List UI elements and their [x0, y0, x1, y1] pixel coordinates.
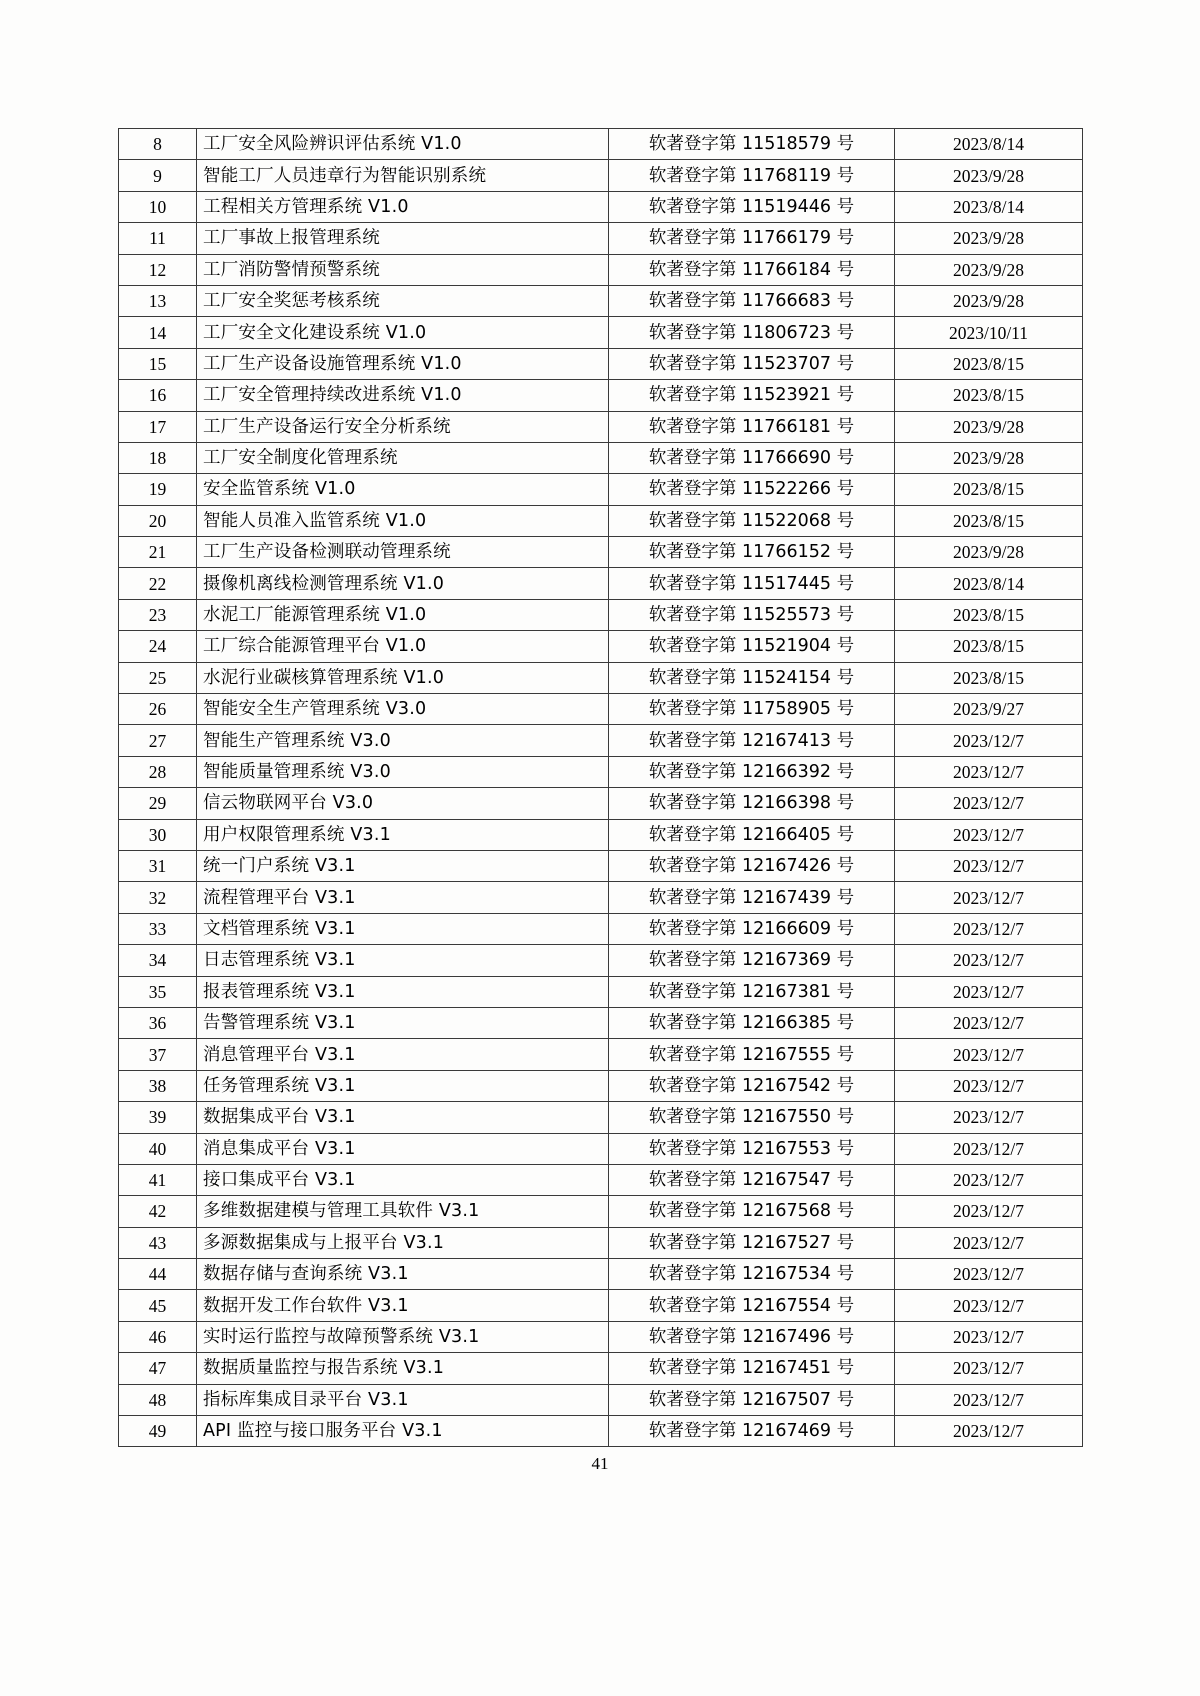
table-cell-date: 2023/9/28 — [895, 411, 1083, 442]
table-cell-reg: 软著登字第 12167555 号 — [609, 1039, 895, 1070]
table-cell-reg: 软著登字第 11524154 号 — [609, 662, 895, 693]
table-cell-name: 智能工厂人员违章行为智能识别系统 — [197, 160, 609, 191]
table-cell-reg: 软著登字第 11518579 号 — [609, 129, 895, 160]
table-cell-name: 文档管理系统 V3.1 — [197, 913, 609, 944]
table-cell-date: 2023/12/7 — [895, 1196, 1083, 1227]
table-cell-reg: 软著登字第 11766690 号 — [609, 442, 895, 473]
table-row — [119, 1353, 1083, 1384]
table-cell-name: 数据质量监控与报告系统 V3.1 — [197, 1353, 609, 1384]
table-cell-reg: 软著登字第 12167547 号 — [609, 1164, 895, 1195]
table-cell-date: 2023/12/7 — [895, 850, 1083, 881]
table-cell-date: 2023/10/11 — [895, 317, 1083, 348]
table-row — [119, 1164, 1083, 1195]
table-cell-reg: 软著登字第 12166609 号 — [609, 913, 895, 944]
table-row — [119, 1196, 1083, 1227]
table-cell-date: 2023/8/15 — [895, 662, 1083, 693]
table-row — [119, 1133, 1083, 1164]
table-cell-date: 2023/8/15 — [895, 599, 1083, 630]
table-cell-date: 2023/12/7 — [895, 1353, 1083, 1384]
table-cell-reg: 软著登字第 12166405 号 — [609, 819, 895, 850]
table-cell-date: 2023/12/7 — [895, 1290, 1083, 1321]
table-cell-name: 用户权限管理系统 V3.1 — [197, 819, 609, 850]
table-cell-reg: 软著登字第 11766683 号 — [609, 285, 895, 316]
table-cell-name: 任务管理系统 V3.1 — [197, 1070, 609, 1101]
table-cell-reg: 软著登字第 11522266 号 — [609, 474, 895, 505]
table-cell-idx: 25 — [119, 662, 197, 693]
table-cell-name: 接口集成平台 V3.1 — [197, 1164, 609, 1195]
table-row — [119, 505, 1083, 536]
table-cell-reg: 软著登字第 12167369 号 — [609, 945, 895, 976]
table-cell-idx: 40 — [119, 1133, 197, 1164]
table-row — [119, 411, 1083, 442]
table-cell-reg: 软著登字第 11766184 号 — [609, 254, 895, 285]
table-cell-name: 智能质量管理系统 V3.0 — [197, 756, 609, 787]
table-cell-date: 2023/8/15 — [895, 631, 1083, 662]
table-cell-name: 工厂综合能源管理平台 V1.0 — [197, 631, 609, 662]
table-row — [119, 129, 1083, 160]
table-cell-idx: 32 — [119, 882, 197, 913]
table-cell-date: 2023/12/7 — [895, 1416, 1083, 1447]
table-cell-idx: 27 — [119, 725, 197, 756]
table-cell-reg: 软著登字第 11517445 号 — [609, 568, 895, 599]
table-cell-name: 多源数据集成与上报平台 V3.1 — [197, 1227, 609, 1258]
table-cell-idx: 14 — [119, 317, 197, 348]
table-cell-name: 多维数据建模与管理工具软件 V3.1 — [197, 1196, 609, 1227]
table-row — [119, 474, 1083, 505]
table-cell-idx: 48 — [119, 1384, 197, 1415]
table-cell-name: 工厂安全制度化管理系统 — [197, 442, 609, 473]
table-cell-name: 工厂生产设备运行安全分析系统 — [197, 411, 609, 442]
table-cell-reg: 软著登字第 11522068 号 — [609, 505, 895, 536]
table-cell-reg: 软著登字第 12167542 号 — [609, 1070, 895, 1101]
table-cell-name: 报表管理系统 V3.1 — [197, 976, 609, 1007]
table-cell-reg: 软著登字第 11758905 号 — [609, 694, 895, 725]
table-cell-date: 2023/8/15 — [895, 474, 1083, 505]
table-cell-name: 数据集成平台 V3.1 — [197, 1102, 609, 1133]
table-cell-reg: 软著登字第 12167568 号 — [609, 1196, 895, 1227]
table-cell-idx: 13 — [119, 285, 197, 316]
table-row — [119, 1007, 1083, 1038]
table-cell-date: 2023/9/27 — [895, 694, 1083, 725]
table-cell-reg: 软著登字第 11766179 号 — [609, 223, 895, 254]
table-row — [119, 380, 1083, 411]
table-cell-reg: 软著登字第 12167496 号 — [609, 1321, 895, 1352]
table-cell-reg: 软著登字第 12167507 号 — [609, 1384, 895, 1415]
table-cell-name: 智能安全生产管理系统 V3.0 — [197, 694, 609, 725]
table-cell-date: 2023/12/7 — [895, 1102, 1083, 1133]
table-cell-idx: 33 — [119, 913, 197, 944]
table-cell-name: 消息管理平台 V3.1 — [197, 1039, 609, 1070]
table-cell-name: 工厂事故上报管理系统 — [197, 223, 609, 254]
table-cell-name: 工厂安全管理持续改进系统 V1.0 — [197, 380, 609, 411]
table-cell-idx: 47 — [119, 1353, 197, 1384]
table-row — [119, 1290, 1083, 1321]
table-cell-reg: 软著登字第 11521904 号 — [609, 631, 895, 662]
table-cell-name: 流程管理平台 V3.1 — [197, 882, 609, 913]
table-cell-reg: 软著登字第 12166398 号 — [609, 788, 895, 819]
table-cell-name: 统一门户系统 V3.1 — [197, 850, 609, 881]
table-cell-idx: 44 — [119, 1259, 197, 1290]
table-cell-date: 2023/12/7 — [895, 1070, 1083, 1101]
table-cell-idx: 10 — [119, 191, 197, 222]
table-cell-idx: 38 — [119, 1070, 197, 1101]
table-cell-reg: 软著登字第 12167553 号 — [609, 1133, 895, 1164]
table-cell-date: 2023/12/7 — [895, 1227, 1083, 1258]
table-row — [119, 1070, 1083, 1101]
table-cell-idx: 37 — [119, 1039, 197, 1070]
table-cell-idx: 41 — [119, 1164, 197, 1195]
table-cell-reg: 软著登字第 12167439 号 — [609, 882, 895, 913]
table-cell-idx: 43 — [119, 1227, 197, 1258]
table-cell-idx: 29 — [119, 788, 197, 819]
table-row — [119, 945, 1083, 976]
table-row — [119, 599, 1083, 630]
table-row — [119, 882, 1083, 913]
table-cell-reg: 软著登字第 12166385 号 — [609, 1007, 895, 1038]
table-cell-idx: 35 — [119, 976, 197, 1007]
table-cell-date: 2023/9/28 — [895, 160, 1083, 191]
table-cell-name: 智能生产管理系统 V3.0 — [197, 725, 609, 756]
table-row — [119, 1259, 1083, 1290]
table-cell-date: 2023/8/15 — [895, 348, 1083, 379]
table-cell-reg: 软著登字第 11519446 号 — [609, 191, 895, 222]
table-cell-reg: 软著登字第 11806723 号 — [609, 317, 895, 348]
table-cell-reg: 软著登字第 11523707 号 — [609, 348, 895, 379]
software-copyright-table — [118, 128, 1083, 1447]
table-cell-name: 安全监管系统 V1.0 — [197, 474, 609, 505]
table-cell-reg: 软著登字第 11525573 号 — [609, 599, 895, 630]
table-row — [119, 160, 1083, 191]
table-cell-name: API 监控与接口服务平台 V3.1 — [197, 1416, 609, 1447]
table-row — [119, 317, 1083, 348]
table-cell-reg: 软著登字第 12166392 号 — [609, 756, 895, 787]
table-row — [119, 348, 1083, 379]
table-cell-name: 工厂生产设备检测联动管理系统 — [197, 537, 609, 568]
table-row — [119, 694, 1083, 725]
table-cell-reg: 软著登字第 12167534 号 — [609, 1259, 895, 1290]
table-row — [119, 631, 1083, 662]
table-row — [119, 537, 1083, 568]
table-cell-name: 数据开发工作台软件 V3.1 — [197, 1290, 609, 1321]
table-row — [119, 1321, 1083, 1352]
table-cell-date: 2023/12/7 — [895, 1133, 1083, 1164]
table-cell-date: 2023/12/7 — [895, 1321, 1083, 1352]
page-number: 41 — [591, 1454, 609, 1473]
table-cell-idx: 46 — [119, 1321, 197, 1352]
table-cell-idx: 19 — [119, 474, 197, 505]
table-cell-name: 信云物联网平台 V3.0 — [197, 788, 609, 819]
table-cell-date: 2023/12/7 — [895, 945, 1083, 976]
table-cell-idx: 31 — [119, 850, 197, 881]
table-row — [119, 1102, 1083, 1133]
table-cell-idx: 45 — [119, 1290, 197, 1321]
table-cell-name: 工程相关方管理系统 V1.0 — [197, 191, 609, 222]
table-cell-date: 2023/8/15 — [895, 505, 1083, 536]
table-cell-name: 工厂安全奖惩考核系统 — [197, 285, 609, 316]
table-cell-idx: 21 — [119, 537, 197, 568]
table-cell-idx: 8 — [119, 129, 197, 160]
table-cell-name: 日志管理系统 V3.1 — [197, 945, 609, 976]
table-cell-reg: 软著登字第 12167469 号 — [609, 1416, 895, 1447]
table-cell-idx: 24 — [119, 631, 197, 662]
table-cell-name: 消息集成平台 V3.1 — [197, 1133, 609, 1164]
table-cell-name: 工厂生产设备设施管理系统 V1.0 — [197, 348, 609, 379]
table-cell-date: 2023/12/7 — [895, 1039, 1083, 1070]
table-cell-reg: 软著登字第 11523921 号 — [609, 380, 895, 411]
table-cell-date: 2023/8/14 — [895, 129, 1083, 160]
table-row — [119, 568, 1083, 599]
table-cell-idx: 39 — [119, 1102, 197, 1133]
table-row — [119, 850, 1083, 881]
table-cell-date: 2023/12/7 — [895, 788, 1083, 819]
table-cell-date: 2023/12/7 — [895, 1007, 1083, 1038]
table-row — [119, 223, 1083, 254]
table-row — [119, 1039, 1083, 1070]
table-row — [119, 725, 1083, 756]
table-row — [119, 913, 1083, 944]
table-row — [119, 191, 1083, 222]
table-cell-date: 2023/9/28 — [895, 285, 1083, 316]
table-cell-idx: 26 — [119, 694, 197, 725]
table-cell-idx: 28 — [119, 756, 197, 787]
table-body — [119, 129, 1083, 1447]
table-cell-date: 2023/8/14 — [895, 191, 1083, 222]
table-cell-name: 水泥工厂能源管理系统 V1.0 — [197, 599, 609, 630]
table-cell-date: 2023/9/28 — [895, 254, 1083, 285]
table-cell-reg: 软著登字第 11766152 号 — [609, 537, 895, 568]
table-cell-idx: 9 — [119, 160, 197, 191]
table-cell-idx: 20 — [119, 505, 197, 536]
table-cell-date: 2023/8/14 — [895, 568, 1083, 599]
table-cell-idx: 22 — [119, 568, 197, 599]
table-cell-reg: 软著登字第 12167413 号 — [609, 725, 895, 756]
table-cell-idx: 23 — [119, 599, 197, 630]
table-cell-reg: 软著登字第 11768119 号 — [609, 160, 895, 191]
table-row — [119, 819, 1083, 850]
table-cell-date: 2023/9/28 — [895, 223, 1083, 254]
table-row — [119, 976, 1083, 1007]
table-cell-reg: 软著登字第 12167426 号 — [609, 850, 895, 881]
table-cell-reg: 软著登字第 11766181 号 — [609, 411, 895, 442]
table-cell-idx: 18 — [119, 442, 197, 473]
table-cell-name: 工厂安全文化建设系统 V1.0 — [197, 317, 609, 348]
table-row — [119, 662, 1083, 693]
table-cell-idx: 30 — [119, 819, 197, 850]
table-cell-date: 2023/12/7 — [895, 725, 1083, 756]
table-cell-date: 2023/12/7 — [895, 913, 1083, 944]
table-cell-date: 2023/12/7 — [895, 1164, 1083, 1195]
table-cell-date: 2023/12/7 — [895, 756, 1083, 787]
table-cell-idx: 11 — [119, 223, 197, 254]
table-cell-name: 智能人员准入监管系统 V1.0 — [197, 505, 609, 536]
table-cell-name: 实时运行监控与故障预警系统 V3.1 — [197, 1321, 609, 1352]
table-cell-date: 2023/12/7 — [895, 1259, 1083, 1290]
table-cell-idx: 49 — [119, 1416, 197, 1447]
table-row — [119, 788, 1083, 819]
table-cell-idx: 16 — [119, 380, 197, 411]
table-cell-idx: 12 — [119, 254, 197, 285]
table-cell-idx: 42 — [119, 1196, 197, 1227]
table-row — [119, 442, 1083, 473]
table-row — [119, 756, 1083, 787]
table-cell-idx: 34 — [119, 945, 197, 976]
table-cell-name: 水泥行业碳核算管理系统 V1.0 — [197, 662, 609, 693]
table-cell-reg: 软著登字第 12167451 号 — [609, 1353, 895, 1384]
table-cell-reg: 软著登字第 12167527 号 — [609, 1227, 895, 1258]
table-cell-idx: 15 — [119, 348, 197, 379]
table-cell-idx: 17 — [119, 411, 197, 442]
table-row — [119, 1384, 1083, 1415]
table-cell-reg: 软著登字第 12167554 号 — [609, 1290, 895, 1321]
table-cell-date: 2023/9/28 — [895, 442, 1083, 473]
table-cell-date: 2023/12/7 — [895, 882, 1083, 913]
table-cell-date: 2023/9/28 — [895, 537, 1083, 568]
table-cell-name: 数据存储与查询系统 V3.1 — [197, 1259, 609, 1290]
table-cell-reg: 软著登字第 12167550 号 — [609, 1102, 895, 1133]
table-cell-name: 摄像机离线检测管理系统 V1.0 — [197, 568, 609, 599]
table-cell-date: 2023/8/15 — [895, 380, 1083, 411]
table-row — [119, 285, 1083, 316]
table-cell-reg: 软著登字第 12167381 号 — [609, 976, 895, 1007]
table-cell-name: 工厂消防警情预警系统 — [197, 254, 609, 285]
table-cell-name: 指标库集成目录平台 V3.1 — [197, 1384, 609, 1415]
table-cell-name: 告警管理系统 V3.1 — [197, 1007, 609, 1038]
table-cell-date: 2023/12/7 — [895, 819, 1083, 850]
table-cell-name: 工厂安全风险辨识评估系统 V1.0 — [197, 129, 609, 160]
table-cell-date: 2023/12/7 — [895, 976, 1083, 1007]
table-row — [119, 1227, 1083, 1258]
table-row — [119, 1416, 1083, 1447]
table-row — [119, 254, 1083, 285]
table-cell-idx: 36 — [119, 1007, 197, 1038]
table-cell-date: 2023/12/7 — [895, 1384, 1083, 1415]
